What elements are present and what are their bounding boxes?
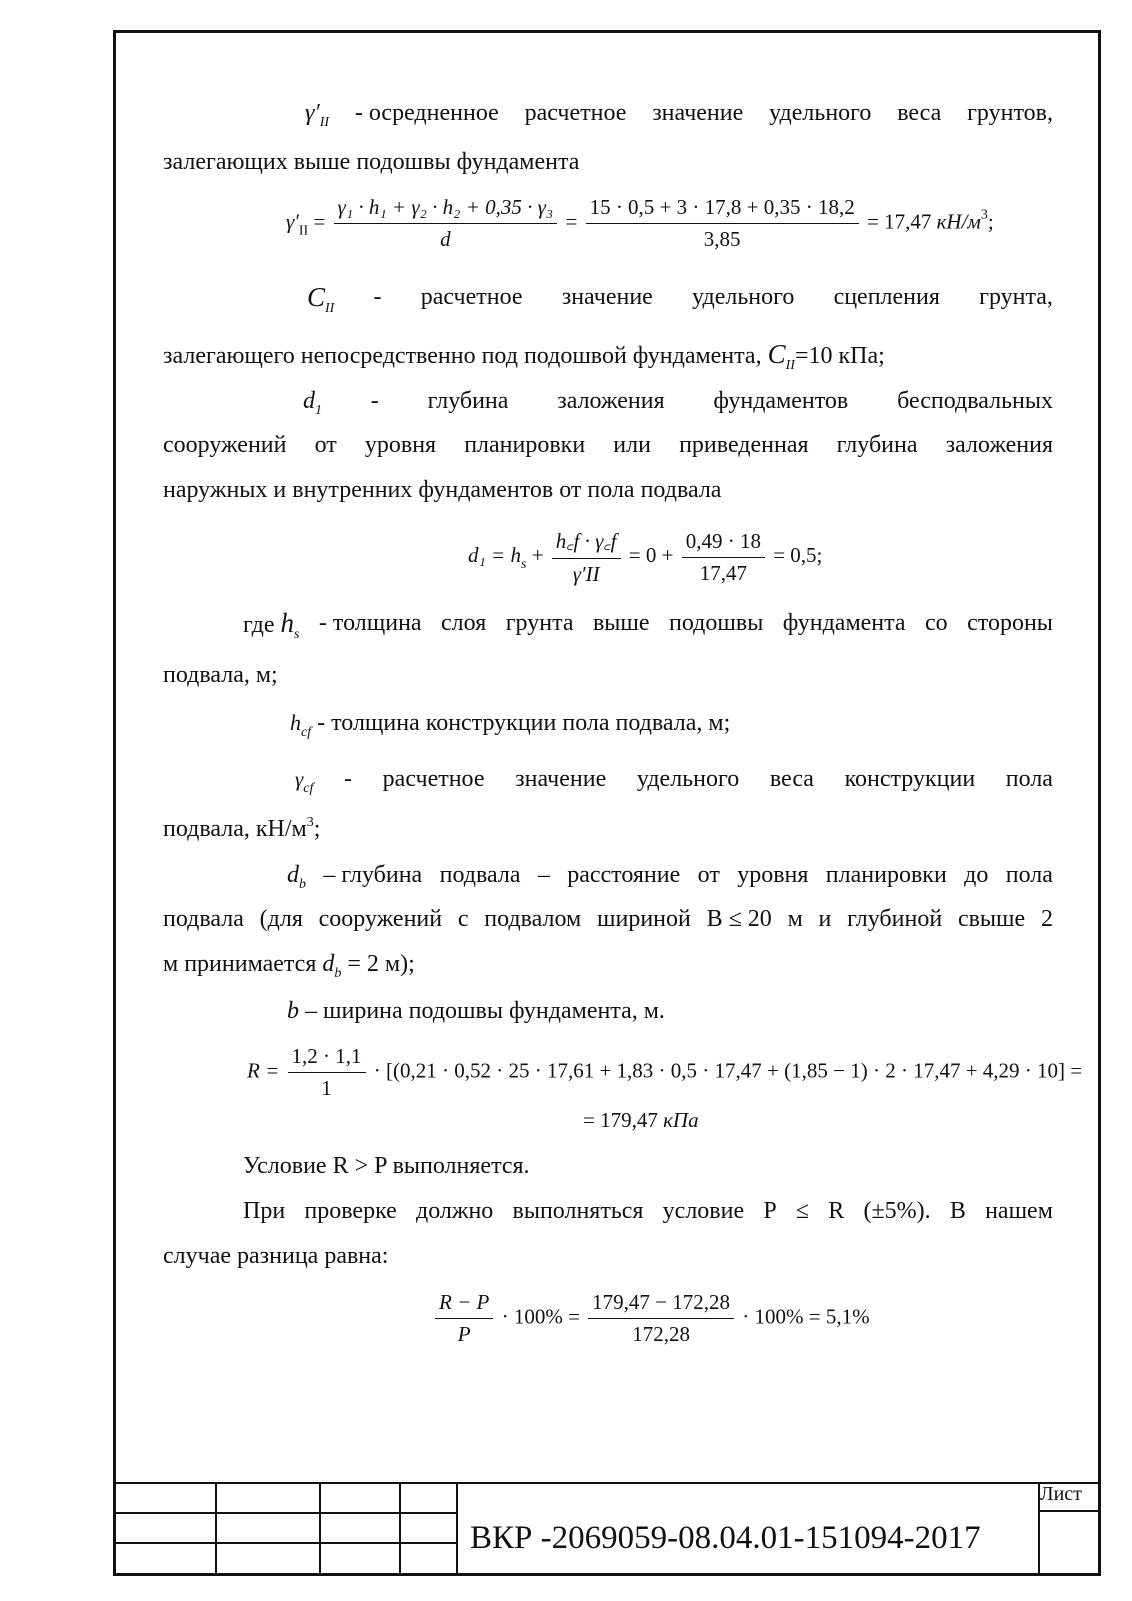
formula-design-resistance-result: = 179,47 кПа: [583, 1108, 699, 1132]
paragraph-depth-definition: $d_1$ - глубина заложения фундаментов бесподвальных сооружений от уровня планировки или приведенная глубина заложения: [163, 388, 1053, 458]
formula-difference: $\frac{R - P}{P}$ · 100% = $\frac{179,47 - 172,28}{172,28}$ · 100% = 5,1%: [432, 1290, 870, 1347]
formula-reduced-depth: $d_1 = h_s$ + $\frac{h꜀f \cdot \gamma꜀f}{\gamma'II}$ = 0 + $\frac{0,49 \cdot 18}{17,47}$ = 0,5;: [468, 528, 823, 586]
paragraph-db-line3: м принимается $d_b = 2$ м);: [163, 951, 415, 981]
formula-design-resistance: R = $\frac{1,2 \cdot 1,1}{1}$ · [(0,21 · 0,52 · 25 · 17,61 + 1,83 · 0,5 · 17,47 + (1,85 − 1) · 2 · 17,47 + 4,29 · 10] =: [247, 1044, 1083, 1100]
gamma-symbol: $\gamma'_{II}$: [305, 100, 330, 130]
paragraph-b-definition: b – ширина подошвы фундамента, м.: [287, 998, 665, 1024]
paragraph-cohesion-definition: $C_{II}$ - расчетное значение удельного сцепления грунта,: [307, 282, 1053, 316]
paragraph-hcf-definition: $h_{cf}$ - толщина конструкции пола подвала, м;: [290, 710, 731, 740]
paragraph-hs-definition: где $h_s$ - толщина слоя грунта выше подошвы фундамента со стороны: [243, 608, 1053, 642]
document-code: ВКР -2069059-08.04.01-151094-2017: [470, 1520, 981, 1556]
paragraph-condition-met: Условие R > P выполняется.: [243, 1153, 530, 1179]
paragraph-hs-line2: подвала, м;: [163, 662, 278, 688]
paragraph-db-definition: $d_b$ – глубина подвала – расстояние от уровня планировки до пола подвала (для сооружений с подвалом шириной В ≤ 20 м и глубиной свыше 2: [163, 862, 1053, 932]
paragraph-gammacf-line2: подвала, $кН/м^3$;: [163, 815, 321, 842]
cohesion-symbol: $C_{II}$: [307, 282, 335, 316]
sheet-label: Лист: [1040, 1483, 1082, 1505]
paragraph-check-condition: При проверке должно выполняться условие Р ≤ R (±5%). В нашем: [243, 1198, 1053, 1224]
formula-gamma-average: $\gamma'_{II}$ = $\frac{\text{γ₁ · h₁ + γ₂ · h₂ + 0,35 · γ₃}}{d}$ = $\frac{15 \cdot 0,5 + 3 \cdot 17,8 + 0,35 \cdot 18,2}{3,85}$ = 17,47 $кН/м^3$;: [286, 195, 994, 251]
paragraph-gamma-definition: $\gamma'_{II}$ - осредненное расчетное значение удельного веса грунтов,: [305, 100, 1053, 130]
db-symbol: $d_b$: [287, 862, 306, 892]
paragraph-check-line2: случае разница равна:: [163, 1243, 389, 1269]
paragraph-gammacf-definition: $\gamma_{cf}$ - расчетное значение удельного веса конструкции пола: [295, 766, 1053, 796]
paragraph-cohesion-line2: залегающего непосредственно под подошвой фундамента, $C_{II}=10$ кПа;: [163, 339, 885, 373]
paragraph-gamma-line2: залегающих выше подошвы фундамента: [163, 149, 580, 175]
depth-symbol: $d_1$: [303, 388, 322, 418]
paragraph-depth-line3: наружных и внутренних фундаментов от пола подвала: [163, 477, 722, 503]
